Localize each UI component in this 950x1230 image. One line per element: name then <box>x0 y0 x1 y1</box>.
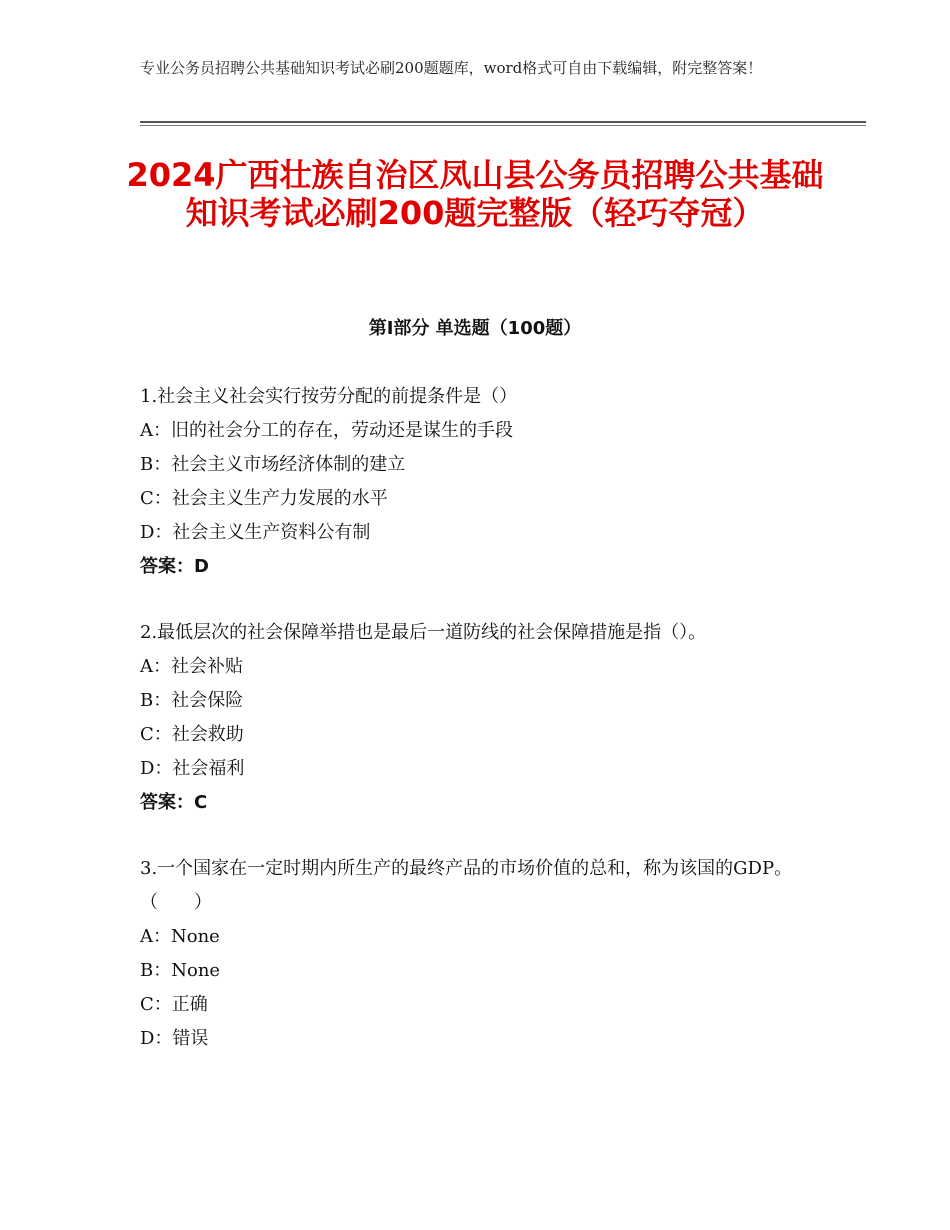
answer: 答案：D <box>140 556 209 577</box>
option-d: D：社会主义生产资料公有制 <box>140 522 371 543</box>
question-3 <box>140 852 800 1056</box>
section-heading: 第Ⅰ部分 单选题（100题） <box>368 318 582 339</box>
header-note: 专业公务员招聘公共基础知识考试必刷200题题库，word格式可自由下载编辑，附完整答案！ <box>140 59 763 77</box>
option-c: C：社会主义生产力发展的水平 <box>140 488 388 509</box>
question-1 <box>140 380 800 584</box>
header-rule <box>140 121 866 123</box>
option-a: A：旧的社会分工的存在，劳动还是谋生的手段 <box>140 420 513 441</box>
answer: 答案：C <box>140 792 208 813</box>
option-b: B：社会主义市场经济体制的建立 <box>140 454 406 475</box>
option-c: C：正确 <box>140 994 208 1015</box>
question-2 <box>140 616 800 820</box>
option-b: B：社会保险 <box>140 690 244 711</box>
question-stem: 2.最低层次的社会保障举措也是最后一道防线的社会保障措施是指（）。 <box>140 622 707 643</box>
option-c: C：社会救助 <box>140 724 244 745</box>
header-rule-thin <box>140 125 866 126</box>
question-stem: 3.一个国家在一定时期内所生产的最终产品的市场价值的总和，称为该国的GDP。（ ） <box>140 858 793 913</box>
document-title: 2024广西壮族自治区凤山县公务员招聘公共基础知识考试必刷200题完整版（轻巧夺冠） <box>126 156 824 232</box>
option-d: D：社会福利 <box>140 758 245 779</box>
option-d: D：错误 <box>140 1028 209 1049</box>
question-stem: 1.社会主义社会实行按劳分配的前提条件是（） <box>140 386 518 407</box>
question-list <box>140 380 800 1088</box>
option-b: B：None <box>140 960 221 981</box>
option-a: A：None <box>140 926 220 947</box>
option-a: A：社会补贴 <box>140 656 243 677</box>
